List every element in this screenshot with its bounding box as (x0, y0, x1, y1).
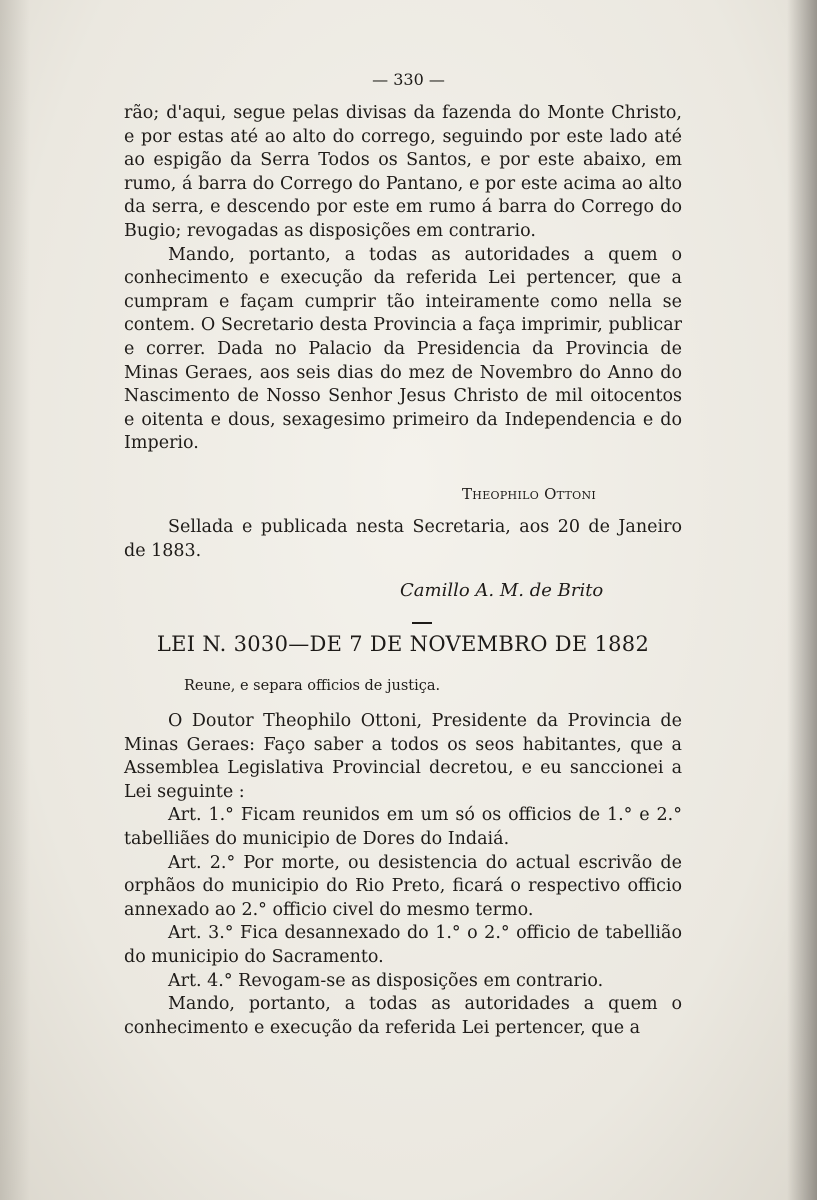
law-title: LEI N. 3030—DE 7 DE NOVEMBRO DE 1882 (156, 632, 650, 656)
right-edge-shadow (787, 0, 817, 1200)
law-summary: Reune, e separa officios de justiça. (184, 678, 441, 694)
article-3: Art. 3.° Fica desannexado do 1.° o 2.° officio de tabellião do municipio do Sacramento. (124, 923, 682, 967)
article-4: Art. 4.° Revogam-se as disposições em contrario. (168, 970, 604, 991)
paragraph-sealed: Sellada e publicada nesta Secretaria, aos 20 de Janeiro de 1883. (124, 517, 682, 561)
article-1: Art. 1.° Ficam reunidos em um só os officios de 1.° e 2.° tabelliães do municipio de Dores do Indaiá. (124, 805, 682, 849)
paragraph-preamble: O Doutor Theophilo Ottoni, Presidente da Provincia de Minas Geraes: Faço saber a todos os seos habitantes, que a Assemblea Legislativa Provincial decretou, e eu sanccionei a Lei seguinte : (124, 711, 682, 802)
body-block-1 (124, 102, 682, 456)
page-number: — 330 — (372, 70, 445, 89)
section-divider (412, 622, 432, 624)
paragraph-mando: Mando, portanto, a todas as autoridades a quem o conhecimento e execução da referida Lei pertencer, que a cumpram e façam cumprir tão inteiramente como nella se contem. O Secretario desta Provincia a faça imprimir, publicar e correr. Dada no Palacio da Presidencia da Provincia de Minas Geraes, aos seis dias do mez de Novembro do Anno do Nascimento de Nosso Senhor Jesus Christo de mil oitocentos e oitenta e dous, sexagesimo primeiro da Independencia e do Imperio. (124, 244, 682, 454)
left-edge-shadow (0, 0, 30, 1200)
paragraph-closing: Mando, portanto, a todas as autoridades a quem o conhecimento e execução da referida Lei pertencer, que a (124, 994, 682, 1038)
body-block-law (124, 710, 682, 1040)
signature-brito: Camillo A. M. de Brito (400, 580, 604, 601)
body-block-sealed (124, 516, 682, 563)
paragraph-boundaries: rão; d'aqui, segue pelas divisas da fazenda do Monte Christo, e por estas até ao alto do corrego, seguindo por este lado até ao espigão da Serra Todos os Santos, e por este abaixo, em rumo, á barra do Corrego do Pantano, e por este acima ao alto da serra, e descendo por este em rumo á barra do Corrego do Bugio; revogadas as disposições em contrario. (124, 103, 682, 241)
article-2: Art. 2.° Por morte, ou desistencia do actual escrivão de orphãos do municipio do Rio Preto, ficará o respectivo officio annexado ao 2.° officio civel do mesmo termo. (124, 852, 682, 920)
signature-theophilo: Theophilo Ottoni (462, 485, 597, 503)
